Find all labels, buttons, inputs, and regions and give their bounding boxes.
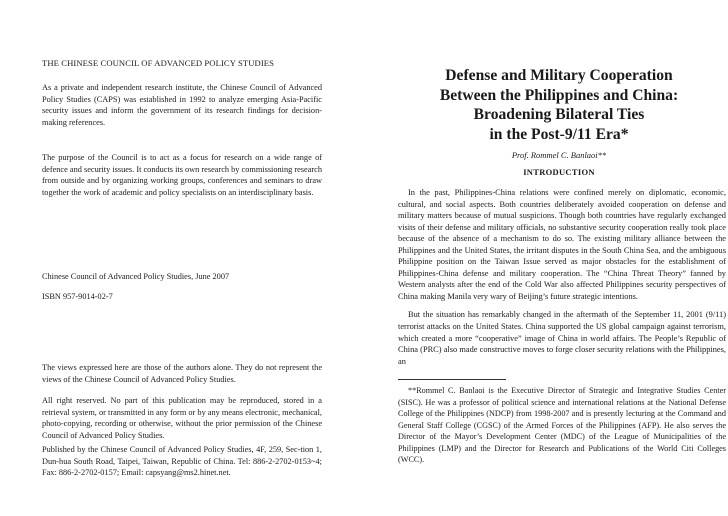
council-intro-paragraph: As a private and independent research institute, the Chinese Council of Advanced Policy Studies (CAPS) was established in 1992 to analyze emerging Asia-Pacific security issues and inform the government of its research findings for decision-making references. bbox=[42, 83, 322, 127]
edition-line: Chinese Council of Advanced Policy Studies, June 2007 bbox=[42, 272, 230, 281]
title-line-2: Between the Philippines and China: bbox=[439, 86, 679, 104]
author-footnote bbox=[398, 385, 726, 466]
publisher-paragraph: Published by the Chinese Council of Advanced Policy Studies, 4F, 259, Sec-tion 1, Dun-hua South Road, Taipei, Taiwan, Republic of China. Tel: 886-2-2702-0153~4; Fax: 886-2-2702-0157; Email: capsyang@ms2.hinet.net. bbox=[42, 445, 322, 478]
isbn-line: ISBN 957-9014-02-7 bbox=[42, 292, 113, 301]
disclaimer-paragraph: The views expressed here are those of the authors alone. They do not represent the views of the Chinese Council of Advanced Policy Studies. bbox=[42, 363, 322, 384]
article-title bbox=[394, 66, 724, 144]
council-heading: THE CHINESE COUNCIL OF ADVANCED POLICY STUDIES bbox=[42, 58, 275, 68]
title-line-3: Broadening Bilateral Ties bbox=[473, 106, 645, 124]
introduction-body bbox=[398, 187, 726, 367]
section-heading: INTRODUCTION bbox=[523, 167, 595, 177]
body-paragraph-1: In the past, Philippines-China relations were confined merely on diplomatic, economic, cultural, and social aspects. Both countries deliberately avoided cooperation on defense and military matters because of mutual suspicions. Though both countries have regularly exchanged visits of their defense and military officials, no substantive security cooperation really took place because of the absence of a mechanism to do so. The existing military alliance between the Philippines and the United States, the irritant disputes in the South China Sea, and the ambiguous Philippine position on the Taiwan Issue served as major obstacles for the establishment of Philippines-China defense and military cooperation. The “China Threat Theory” fanned by Western analysts after the end of the Cold War also affected Philippines security perspectives of China making Manila very wary of Beijing’s future strategic intentions. bbox=[398, 188, 726, 301]
right-page bbox=[364, 0, 728, 516]
author-name: Prof. Rommel C. Banlaoi** bbox=[511, 150, 607, 160]
body-paragraph-2: But the situation has remarkably changed in the aftermath of the September 11, 2001 (9/11) terrorist attacks on the United States. China supported the US global campaign against terrorism, which created a more “cooperative” image of China in world affairs. The People’s Republic of China (PRC) also made constructive moves to forge closer security relations with the Philippines, an bbox=[398, 310, 726, 366]
title-line-4: in the Post-9/11 Era* bbox=[489, 125, 629, 143]
title-line-1: Defense and Military Cooperation bbox=[445, 67, 673, 84]
footnote-divider bbox=[398, 379, 506, 380]
footnote-text: **Rommel C. Banlaoi is the Executive Director of Strategic and Integrative Studies Center (SISC). He was a professor of political science and international relations at the National Defense College of the Philippines (NDCP) from 1998-2007 and is presently lecturing at the Command and General Staff College (CGSC) of the Armed Forces of the Philippines (AFP). He also serves the Director of the Mayor’s Development Center (MDC) of the League of Municipalities of the Philippines (LMP) and the Director for Research and Publications of the World Citi Colleges (WCC). bbox=[398, 386, 726, 465]
rights-paragraph: All right reserved. No part of this publication may be reproduced, stored in a retrieval system, or transmitted in any form or by any means electronic, mechanical, photo-copying, recording or otherwise, without the prior permission of the Chinese Council of Advanced Policy Studies. bbox=[42, 396, 322, 440]
council-purpose-paragraph: The purpose of the Council is to act as a focus for research on a wide range of defence and security issues. It conducts its own research by commissioning research from outside and by organizing working groups, conferences and seminars to draw together the work of academic and policy specialists on an interdisciplinary basis. bbox=[42, 153, 322, 197]
